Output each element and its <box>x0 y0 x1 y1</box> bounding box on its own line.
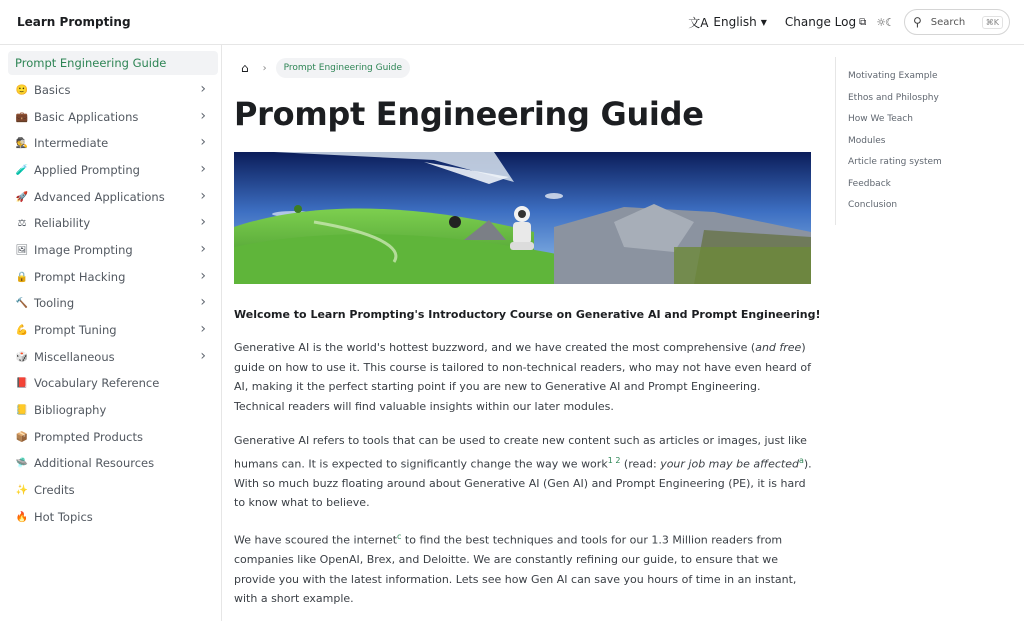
cube-icon: 🎲 <box>15 351 29 363</box>
toc-item-modules[interactable]: Modules <box>848 136 886 146</box>
test-tube-icon: 🧪 <box>15 164 29 176</box>
rocket-icon: 🚀 <box>15 191 29 203</box>
sidebar-item-label: Prompted Products <box>34 430 143 444</box>
theme-toggle-icon[interactable]: ☼☾ <box>876 15 894 29</box>
sidebar-item-label: Additional Resources <box>34 456 155 470</box>
toc-item-how-we-teach[interactable]: How We Teach <box>848 114 913 124</box>
sidebar-item-label: Bibliography <box>34 403 107 417</box>
text-run: to find the best techniques and tools for our 1.3 Million readers from companies like OpenAI, Brex, and Deloitte. We are constantly refining our guide, to ensure that we provide you with the latest information. Lets see how Gen AI can save you hours of time in an instant, with a short example. <box>234 533 797 606</box>
top-navbar <box>0 0 1024 45</box>
sidebar-item-label: Intermediate <box>34 136 109 150</box>
navbar-right <box>688 9 1010 35</box>
translate-icon: 文A <box>688 15 709 30</box>
text-run: (read: <box>620 457 661 471</box>
sidebar-item-tooling[interactable] <box>8 291 218 315</box>
chevron-right-icon[interactable]: › <box>200 214 206 230</box>
sidebar-item-label: Miscellaneous <box>34 350 115 364</box>
muscle-icon: 💪 <box>15 324 29 336</box>
sidebar-item-advanced-applications[interactable] <box>8 185 218 209</box>
lock-icon: 🔒 <box>15 271 29 283</box>
detective-icon: 🕵 <box>15 137 29 149</box>
scales-icon: ⚖ <box>17 217 27 229</box>
sidebar-item-label: Tooling <box>34 296 75 310</box>
chevron-right-icon: › <box>262 62 267 74</box>
sidebar-item-label: Reliability <box>34 216 91 230</box>
chevron-right-icon[interactable]: › <box>200 241 206 257</box>
emphasis-text: your job may be affected <box>660 457 799 471</box>
sidebar-item-miscellaneous[interactable] <box>8 345 218 369</box>
page-title: Prompt Engineering Guide <box>234 95 704 133</box>
sidebar-item-basics[interactable] <box>8 78 218 102</box>
intro-heading: Welcome to Learn Prompting's Introductory Course on Generative AI and Prompt Engineering! <box>234 308 821 321</box>
chevron-right-icon[interactable]: › <box>200 108 206 124</box>
search-icon: ⚲ <box>913 15 922 29</box>
language-dropdown[interactable] <box>688 14 767 31</box>
smiling-face-icon: 🙂 <box>15 84 29 96</box>
sidebar-item-applied-prompting[interactable] <box>8 158 218 182</box>
sidebar-item-prompt-engineering-guide[interactable] <box>8 51 218 75</box>
ledger-icon: 📒 <box>15 404 29 416</box>
toc-item-conclusion[interactable]: Conclusion <box>848 200 898 210</box>
sidebar <box>0 45 222 621</box>
sidebar-item-prompt-hacking[interactable] <box>8 265 218 289</box>
sidebar-item-label: Vocabulary Reference <box>34 376 160 390</box>
sidebar-item-label: Advanced Applications <box>34 190 165 204</box>
chevron-right-icon[interactable]: › <box>200 321 206 337</box>
sparkles-icon: ✨ <box>15 484 29 496</box>
sidebar-item-label: Prompt Engineering Guide <box>15 56 167 70</box>
sidebar-item-prompt-tuning[interactable] <box>8 318 218 342</box>
sidebar-item-label: Basics <box>34 83 71 97</box>
sidebar-item-vocabulary-reference[interactable] <box>8 371 218 395</box>
external-link-icon: ⧉ <box>859 16 867 28</box>
briefcase-icon: 💼 <box>15 111 29 123</box>
toc-item-article-rating[interactable]: Article rating system <box>848 157 942 167</box>
search-shortcut: ⌘K <box>982 16 1003 29</box>
footnote-link[interactable]: c <box>397 532 402 541</box>
sidebar-item-basic-applications[interactable] <box>8 105 218 129</box>
sidebar-item-label: Image Prompting <box>34 243 133 257</box>
fire-icon: 🔥 <box>15 511 29 523</box>
chevron-right-icon[interactable]: › <box>200 188 206 204</box>
text-run: We have scoured the internet <box>234 533 398 547</box>
sidebar-item-label: Basic Applications <box>34 110 139 124</box>
package-icon: 📦 <box>15 431 29 443</box>
sidebar-item-label: Hot Topics <box>34 510 93 524</box>
change-log-link[interactable] <box>785 15 866 29</box>
chevron-right-icon[interactable]: › <box>200 134 206 150</box>
table-of-contents <box>835 57 1020 225</box>
site-brand[interactable]: Learn Prompting <box>17 15 131 29</box>
caret-down-icon: ▼ <box>760 17 767 27</box>
chevron-right-icon[interactable]: › <box>200 161 206 177</box>
chevron-right-icon[interactable]: › <box>200 268 206 284</box>
toc-item-motivating-example[interactable]: Motivating Example <box>848 71 938 81</box>
sidebar-item-image-prompting[interactable] <box>8 238 218 262</box>
chevron-right-icon[interactable]: › <box>200 294 206 310</box>
sidebar-item-reliability[interactable] <box>8 211 218 235</box>
text-run: Generative AI refers to tools that can be used to create new content such as articles or images, just like humans can. It is expected to significantly change the way we work <box>234 434 807 471</box>
sidebar-item-label: Prompt Hacking <box>34 270 126 284</box>
emphasis-text: and free <box>755 341 802 354</box>
chevron-right-icon[interactable]: › <box>200 348 206 364</box>
sidebar-item-label: Applied Prompting <box>34 163 140 177</box>
hero-image <box>234 152 811 284</box>
paragraph-intro <box>234 338 814 416</box>
sidebar-item-bibliography[interactable] <box>8 398 218 422</box>
main-content <box>223 45 833 621</box>
text-run: Generative AI is the world's hottest buzzword, and we have created the most comprehensive ( <box>234 341 756 354</box>
breadcrumb <box>241 57 410 79</box>
change-log-label: Change Log <box>784 15 857 29</box>
hammer-icon: 🔨 <box>15 297 29 309</box>
language-label: English <box>713 15 757 29</box>
search-button[interactable] <box>904 9 1010 35</box>
toc-item-feedback[interactable]: Feedback <box>848 179 891 189</box>
sidebar-item-label: Prompt Tuning <box>34 323 117 337</box>
footnote-link[interactable]: 1 2 <box>607 455 621 465</box>
book-icon: 📕 <box>15 377 29 389</box>
toc-item-ethos[interactable]: Ethos and Philosphy <box>848 93 939 103</box>
footnote-link[interactable]: a <box>798 455 804 465</box>
flying-saucer-icon: 🛸 <box>15 457 29 469</box>
text-run: ) guide on how to use it. This course is tailored to non-technical readers, who may not have even heard of AI, making it the perfect starting point if you are new to Generative AI and Prompt Engineering. Technical readers will find valuable insights within our later modules. <box>234 341 811 413</box>
text-run: ). With so much buzz floating around about Generative AI (Gen AI) and Prompt Engineering (PE), it is hard to know what to believe. <box>234 457 812 510</box>
framed-picture-icon: 🖼 <box>15 244 29 256</box>
paragraph-generative-ai <box>234 431 814 513</box>
sidebar-item-prompted-products[interactable] <box>8 425 218 449</box>
sidebar-item-hot-topics[interactable] <box>8 505 218 529</box>
home-icon[interactable]: ⌂ <box>241 61 249 75</box>
paragraph-scoured <box>234 527 814 609</box>
search-label: Search <box>930 16 966 28</box>
sidebar-item-additional-resources[interactable] <box>8 451 218 475</box>
sidebar-item-credits[interactable] <box>8 478 218 502</box>
sidebar-item-label: Credits <box>34 483 75 497</box>
sidebar-item-intermediate[interactable] <box>8 131 218 155</box>
breadcrumb-current: Prompt Engineering Guide <box>276 58 410 78</box>
chevron-right-icon[interactable]: › <box>200 81 206 97</box>
